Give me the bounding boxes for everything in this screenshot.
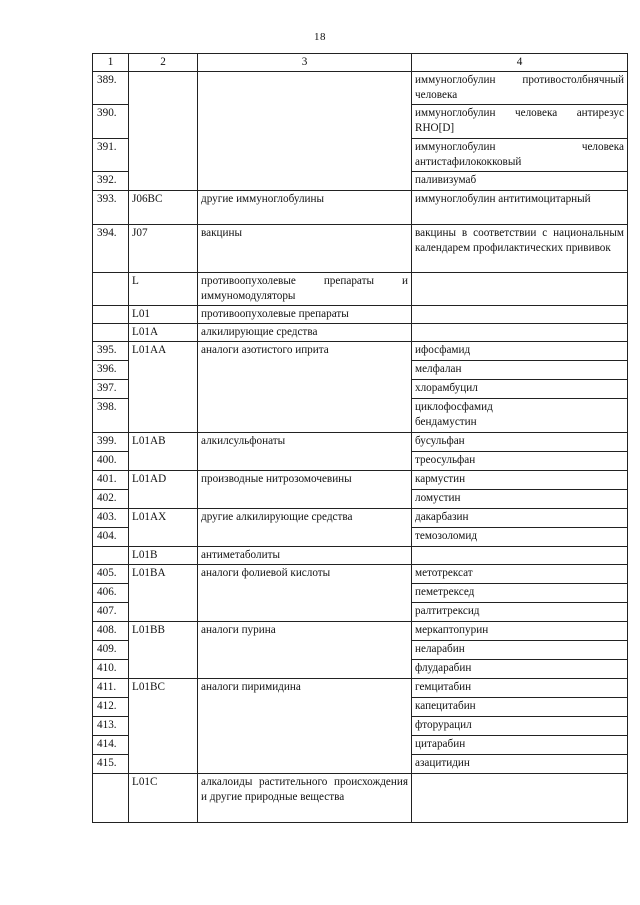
group-name: аналоги фолиевой кислоты [198,565,412,622]
row-number: 400. [93,452,129,471]
table-row [93,471,628,490]
row-number: 414. [93,736,129,755]
drug-name: меркаптопурин [412,622,628,641]
row-number: 413. [93,717,129,736]
drug-name [412,306,628,324]
row-number: 389. [93,72,129,105]
row-number: 411. [93,679,129,698]
table-row [93,622,628,641]
atc-code: J06BC [129,191,198,225]
atc-code: L01AD [129,471,198,509]
group-name: алкилирующие средства [198,324,412,342]
row-number: 391. [93,139,129,172]
table-header-row [93,54,628,72]
group-name: другие алкилирующие средства [198,509,412,547]
group-name: противоопухолевые препараты и иммуномодуляторы [198,273,412,306]
drug-name: кармустин [412,471,628,490]
group-name: антиметаболиты [198,547,412,565]
row-number: 398. [93,399,129,433]
drug-name: иммуноглобулин антитимоцитарный [412,191,628,225]
col-header-4: 4 [412,54,628,72]
group-name: вакцины [198,225,412,273]
table-row [93,509,628,528]
drug-name: иммуноглобулин человека антистафилококковый [412,139,628,172]
page-number: 18 [314,31,326,43]
drug-name: циклофосфамид бендамустин [412,399,628,433]
table-row [93,306,628,324]
group-name: другие иммуноглобулины [198,191,412,225]
row-number: 395. [93,342,129,361]
row-number: 412. [93,698,129,717]
table-row [93,191,628,225]
drug-name: метотрексат [412,565,628,584]
atc-code: L01AB [129,433,198,471]
row-number: 396. [93,361,129,380]
drug-table [92,53,628,823]
drug-name: хлорамбуцил [412,380,628,399]
row-number: 403. [93,509,129,528]
atc-code: L01B [129,547,198,565]
atc-code: J07 [129,225,198,273]
group-name: алкилсульфонаты [198,433,412,471]
col-header-1: 1 [93,54,129,72]
row-number [93,547,129,565]
row-number: 397. [93,380,129,399]
row-number: 399. [93,433,129,452]
group-name: противоопухолевые препараты [198,306,412,324]
row-number: 393. [93,191,129,225]
table-row [93,324,628,342]
table-row [93,72,628,105]
row-number: 409. [93,641,129,660]
group-name: аналоги пиримидина [198,679,412,774]
drug-name: мелфалан [412,361,628,380]
drug-name: капецитабин [412,698,628,717]
drug-name: ифосфамид [412,342,628,361]
atc-code: L [129,273,198,306]
drug-name [412,547,628,565]
atc-code: L01AA [129,342,198,433]
row-number [93,273,129,306]
col-header-3: 3 [198,54,412,72]
row-number: 401. [93,471,129,490]
row-number: 392. [93,172,129,191]
table-row [93,679,628,698]
row-number [93,306,129,324]
drug-name: гемцитабин [412,679,628,698]
row-number: 406. [93,584,129,603]
row-number: 390. [93,105,129,139]
drug-name: пеметрексед [412,584,628,603]
row-number: 402. [93,490,129,509]
drug-name: ралтитрексид [412,603,628,622]
col-header-2: 2 [129,54,198,72]
table-row [93,547,628,565]
row-number: 408. [93,622,129,641]
atc-code-cell [129,72,198,191]
group-name: аналоги азотистого иприта [198,342,412,433]
drug-name: треосульфан [412,452,628,471]
row-number: 394. [93,225,129,273]
group-cell [198,72,412,191]
drug-name: дакарбазин [412,509,628,528]
row-number [93,774,129,823]
atc-code: L01BA [129,565,198,622]
row-number: 407. [93,603,129,622]
drug-name: паливизумаб [412,172,628,191]
table-row [93,565,628,584]
row-number: 404. [93,528,129,547]
row-number: 405. [93,565,129,584]
table-row [93,273,628,306]
drug-name: фторурацил [412,717,628,736]
atc-code: L01C [129,774,198,823]
drug-name: ломустин [412,490,628,509]
drug-name [412,774,628,823]
drug-name: бусульфан [412,433,628,452]
atc-code: L01BC [129,679,198,774]
drug-name: цитарабин [412,736,628,755]
table-row [93,342,628,361]
drug-name [412,273,628,306]
drug-name: иммуноглобулин человека антирезус RHO[D] [412,105,628,139]
row-number: 410. [93,660,129,679]
group-name: алкалоиды растительного происхождения и другие природные вещества [198,774,412,823]
table-row [93,225,628,273]
atc-code: L01A [129,324,198,342]
drug-name: иммуноглобулин противостолбнячный человека [412,72,628,105]
row-number: 415. [93,755,129,774]
atc-code: L01AX [129,509,198,547]
drug-name: вакцины в соответствии с национальным календарем профилактических прививок [412,225,628,273]
group-name: производные нитрозомочевины [198,471,412,509]
atc-code: L01BB [129,622,198,679]
atc-code: L01 [129,306,198,324]
row-number [93,324,129,342]
drug-name: неларабин [412,641,628,660]
drug-name [412,324,628,342]
group-name: аналоги пурина [198,622,412,679]
drug-name: темозоломид [412,528,628,547]
drug-name: флударабин [412,660,628,679]
table-row [93,774,628,823]
table-row [93,433,628,452]
drug-name: азацитидин [412,755,628,774]
